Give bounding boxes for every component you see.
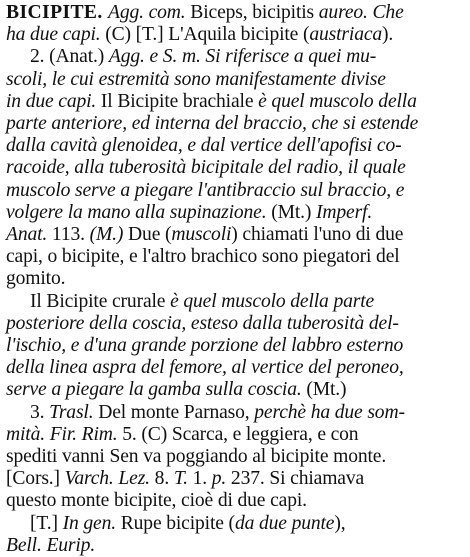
text-run: spediti vanni Sen va poggiando al bicipite monte.: [6, 446, 387, 468]
text-run: (Mt.): [301, 379, 347, 401]
text-line: [6, 180, 464, 202]
italic-text: in due capi.: [6, 90, 101, 112]
text-line: [6, 2, 464, 24]
italic-text: scoli, le cui estremità sono manifestamente divise: [6, 68, 386, 90]
text-line: [6, 379, 464, 401]
italic-text: ha due capi.: [6, 24, 101, 46]
italic-text: parte anteriore, ed interna del braccio, che si estende: [6, 113, 419, 135]
text-line: [6, 224, 464, 246]
text-line: [6, 202, 464, 224]
text-run: Rupe bicipite (: [115, 512, 235, 534]
text-line: [6, 291, 464, 313]
text-run: [Cors.]: [6, 468, 65, 490]
italic-text: è quel muscolo della: [258, 90, 417, 112]
text-line: [6, 468, 464, 490]
italic-text: è quel muscolo della parte: [170, 290, 375, 312]
italic-text: Agg. e S. m. Si riferisce a quei mu-: [108, 46, 377, 68]
text-run: ).: [382, 24, 394, 46]
text-run: ),: [334, 512, 346, 534]
italic-text: muscoli: [171, 224, 232, 246]
italic-text: Bell. Eurip.: [6, 534, 96, 556]
italic-text: racoide, alla tuberosità bicipitale del radio, il quale: [6, 157, 406, 179]
headword: BICIPITE.: [6, 2, 108, 23]
text-run: 1.: [187, 468, 212, 490]
italic-text: austriaca: [309, 24, 383, 46]
text-line: [6, 335, 464, 357]
text-run: [T.]: [30, 512, 63, 534]
text-line: [6, 268, 464, 290]
italic-text: T.: [173, 468, 188, 490]
italic-text: Agg. com.: [108, 2, 186, 23]
text-run: Due (: [123, 224, 172, 246]
text-run: gomito.: [6, 268, 66, 290]
text-run: Del monte Parnaso,: [93, 401, 255, 423]
text-line: [6, 113, 464, 135]
text-run: (Mt.): [266, 201, 317, 223]
text-line: [6, 24, 464, 46]
text-run: 3.: [30, 401, 50, 423]
text-line: [6, 446, 464, 468]
text-line: [6, 535, 464, 557]
text-run: capi, o bicipite, e l'altro brachico sono piegatori del: [6, 246, 400, 268]
text-run: Il Bicipite brachiale: [100, 90, 259, 112]
italic-text: dalla cavità glenoidea, e dal vertice dell'apofisi co-: [6, 135, 402, 157]
text-line: [6, 46, 464, 68]
text-line: [6, 69, 464, 91]
text-line: [6, 513, 464, 535]
text-run: 237. Si chiamava: [226, 468, 365, 490]
text-run: 8.: [149, 468, 174, 490]
text-line: [6, 402, 464, 424]
italic-text: (M.): [89, 224, 124, 246]
text-line: [6, 91, 464, 113]
text-line: [6, 157, 464, 179]
italic-text: serve a piegare la gamba sulla coscia.: [6, 379, 302, 401]
italic-text: della linea aspra del femore, al vertice del peroneo,: [6, 357, 404, 379]
italic-text: da due punte: [234, 512, 335, 534]
text-run: (C) [T.] L'Aquila bicipite (: [100, 24, 310, 46]
text-run: Biceps, bicipitis: [185, 2, 319, 23]
text-run: Il Bicipite crurale: [30, 290, 171, 312]
text-run: ) chiamati l'uno di due: [231, 224, 404, 246]
italic-text: l'ischio, e d'una grande porzione del labbro esterno: [6, 335, 404, 357]
text-line: [6, 246, 464, 268]
dictionary-entry: [6, 2, 464, 557]
text-line: [6, 357, 464, 379]
text-run: 113.: [47, 224, 90, 246]
text-run: questo monte bicipite, cioè di due capi.: [6, 490, 307, 512]
italic-text: volgere la mano alla supinazione.: [6, 201, 267, 223]
italic-text: aureo. Che: [318, 2, 404, 23]
italic-text: p.: [211, 468, 227, 490]
italic-text: Trasl.: [49, 401, 94, 423]
italic-text: muscolo serve a piegare l'antibraccio sul braccio, e: [6, 179, 405, 201]
italic-text: Imperf.: [316, 201, 373, 223]
italic-text: mità. Fir. Rim.: [6, 423, 118, 445]
italic-text: perchè ha due som-: [254, 401, 405, 423]
text-run: 5. (C) Scarca, e leggiera, e con: [117, 423, 359, 445]
italic-text: Varch. Lez.: [64, 468, 150, 490]
text-line: [6, 135, 464, 157]
italic-text: Anat.: [6, 224, 48, 246]
italic-text: In gen.: [62, 512, 116, 534]
text-line: [6, 313, 464, 335]
text-line: [6, 424, 464, 446]
text-line: [6, 490, 464, 512]
text-run: 2. (Anat.): [30, 46, 109, 68]
italic-text: posteriore della coscia, esteso dalla tuberosità del-: [6, 312, 399, 334]
